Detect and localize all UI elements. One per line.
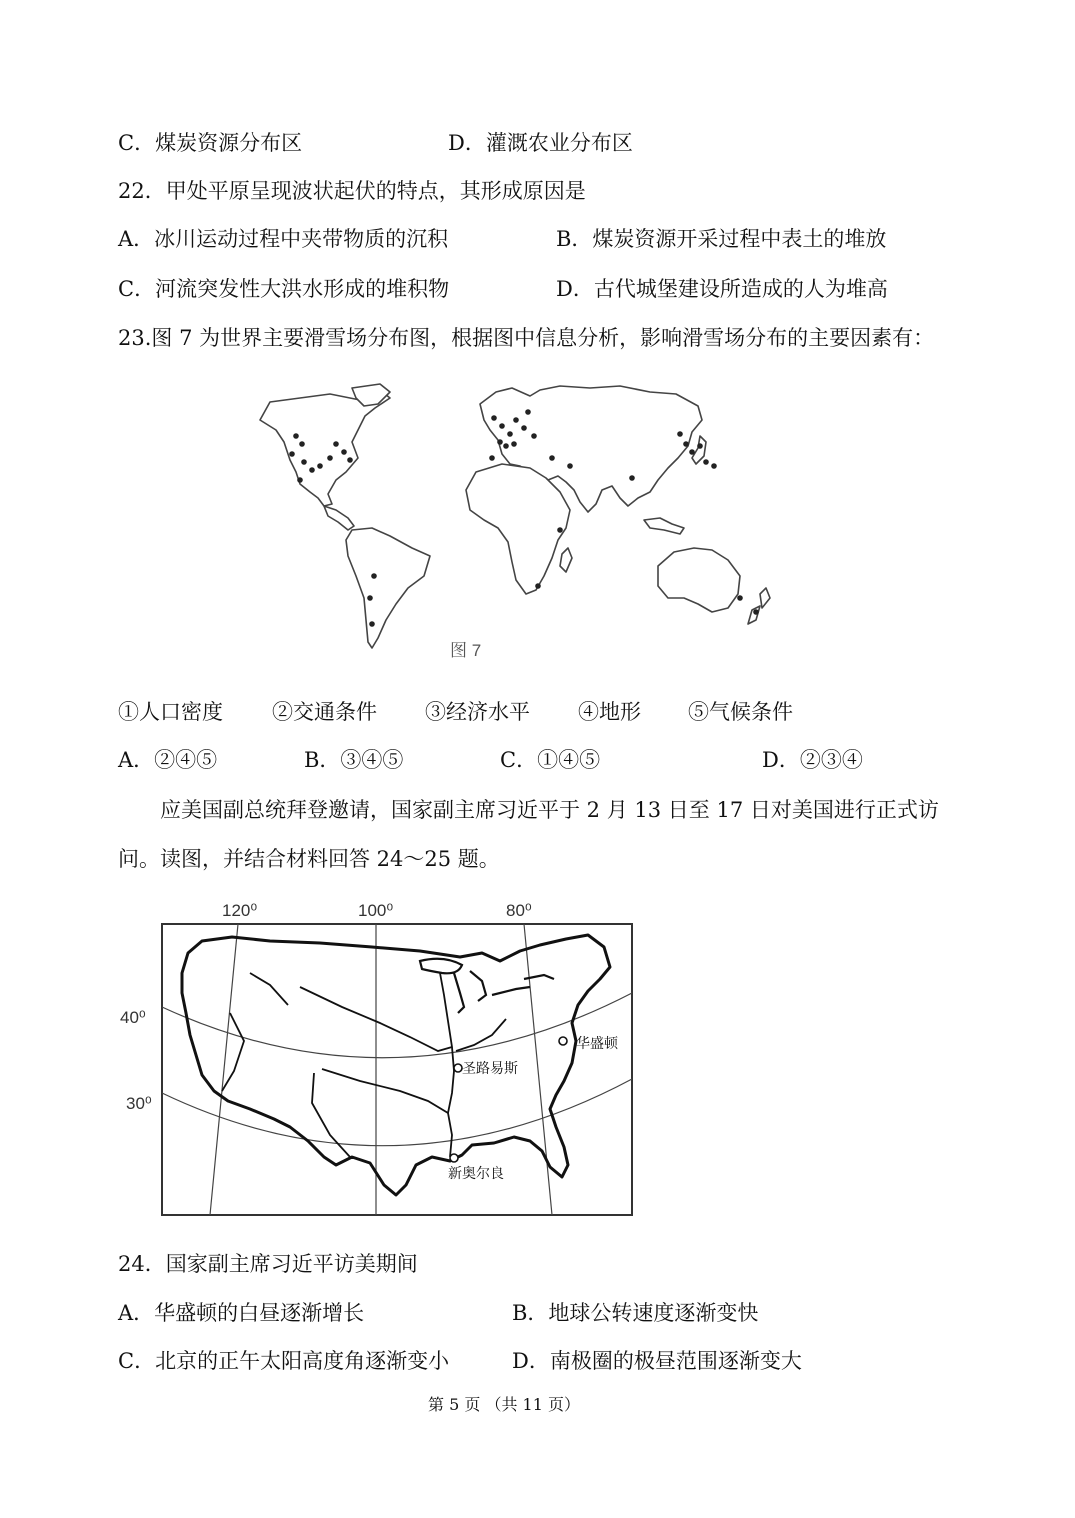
lon-label-100: 100⁰	[358, 901, 394, 920]
q24-option-a: A．华盛顿的白昼逐渐增长	[118, 1301, 365, 1325]
q22-option-a: A．冰川运动过程中夹带物质的沉积	[118, 227, 449, 251]
new-orleans-dot	[450, 1154, 458, 1162]
factor-3: ③经济水平	[425, 700, 530, 724]
q23-stem: 23.图 7 为世界主要滑雪场分布图，根据图中信息分析，影响滑雪场分布的主要因素有：	[118, 326, 935, 350]
factor-4: ④地形	[578, 700, 641, 724]
figure-7-label: 图 7	[450, 641, 482, 660]
us-map	[110, 895, 650, 1225]
page-footer: 第 5 页 （共 11 页）	[428, 1395, 580, 1414]
material-line-1: 应美国副总统拜登邀请，国家副主席习近平于 2 月 13 日至 17 日对美国进行正式访	[160, 798, 939, 822]
washington-label: 华盛顿	[576, 1035, 618, 1051]
washington-dot	[559, 1037, 567, 1045]
q21-option-c: C．煤炭资源分布区	[118, 131, 303, 155]
north-america-shape	[260, 390, 390, 506]
q22-option-b: B．煤炭资源开采过程中表土的堆放	[556, 227, 887, 251]
graticule	[162, 924, 632, 1215]
south-america-shape	[346, 528, 430, 648]
q23-option-b: B．③④⑤	[304, 748, 404, 772]
q24-option-d: D．南极圈的极昼范围逐渐变大	[512, 1349, 802, 1373]
map-frame	[162, 924, 632, 1215]
q24-stem: 24．国家副主席习近平访美期间	[118, 1252, 418, 1276]
lon-label-120: 120⁰	[222, 901, 258, 920]
new-orleans-label: 新奥尔良	[448, 1165, 504, 1181]
new-zealand-shape	[760, 588, 770, 608]
africa-shape	[466, 464, 570, 594]
material-line-2: 问。读图，并结合材料回答 24～25 题。	[118, 847, 500, 871]
factor-2: ②交通条件	[272, 700, 377, 724]
q24-option-c: C．北京的正午太阳高度角逐渐变小	[118, 1349, 450, 1373]
lon-label-80: 80⁰	[506, 901, 532, 920]
factor-1: ①人口密度	[118, 700, 223, 724]
great-lakes	[420, 959, 554, 1013]
q21-option-d: D．灌溉农业分布区	[448, 131, 633, 155]
central-america-shape	[324, 506, 354, 530]
q23-option-a: A．②④⑤	[118, 748, 218, 772]
japan-shape	[692, 436, 706, 464]
q22-option-c: C．河流突发性大洪水形成的堆积物	[118, 277, 450, 301]
madagascar-shape	[560, 548, 572, 572]
indonesia-shape	[644, 518, 684, 534]
st-louis-label: 圣路易斯	[462, 1060, 518, 1076]
us-outline	[182, 935, 610, 1195]
world-ski-map	[240, 380, 810, 670]
lat-label-40: 40⁰	[120, 1008, 146, 1027]
factor-5: ⑤气候条件	[688, 700, 793, 724]
q22-stem: 22．甲处平原呈现波状起伏的特点，其形成原因是	[118, 179, 586, 203]
lat-label-30: 30⁰	[126, 1094, 152, 1113]
q24-option-b: B．地球公转速度逐渐变快	[512, 1301, 759, 1325]
us-map-svg	[110, 895, 650, 1225]
q22-option-d: D．古代城堡建设所造成的人为堆高	[556, 277, 888, 301]
australia-shape	[658, 548, 740, 612]
world-map-svg	[240, 380, 810, 670]
st-louis-dot	[454, 1064, 462, 1072]
q23-option-c: C．①④⑤	[500, 748, 601, 772]
new-zealand-south-shape	[748, 606, 760, 624]
q23-option-d: D．②③④	[762, 748, 863, 772]
